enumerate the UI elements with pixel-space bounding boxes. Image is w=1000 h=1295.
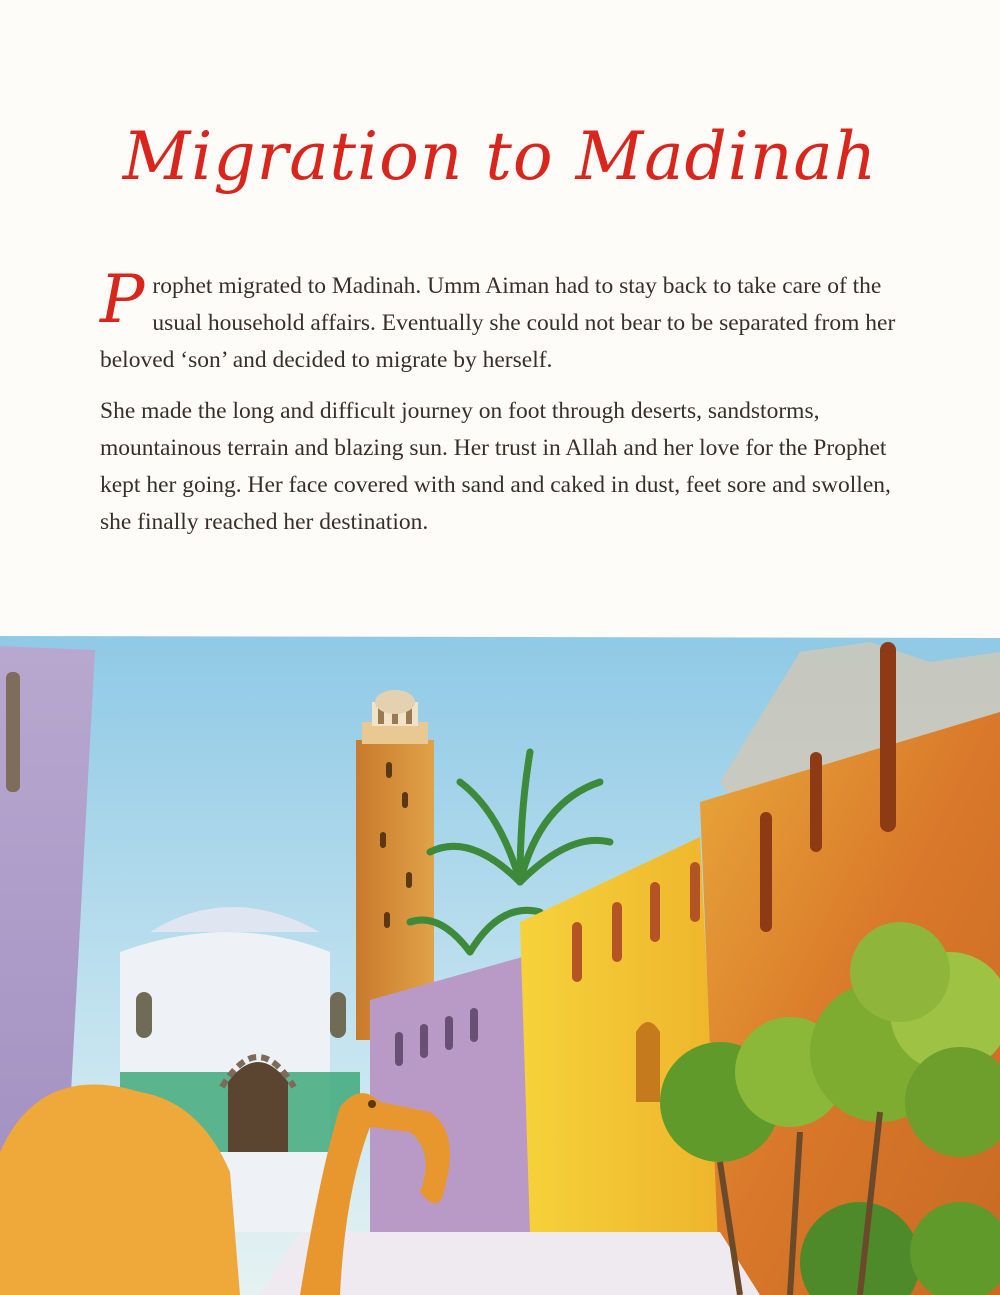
yellow-building-door — [636, 1022, 660, 1102]
drop-cap: P — [100, 261, 145, 338]
paragraph-1-text: rophet migrated to Madinah. Umm Aiman had to stay back to take care of the usual household affairs. Eventually she could not bear to be separated from her beloved ‘son’ and decided to migrate by herself. — [100, 273, 896, 373]
paragraph-1 — [100, 261, 900, 379]
story-text — [100, 261, 900, 555]
left-window — [6, 672, 20, 792]
paragraph-2: She made the long and difficult journey on foot through deserts, sandstorms, mountainous terrain and blazing sun. Her trust in Allah and her love for the Prophet kept her going. Her face covered with sand and caked in dust, feet sore and swollen, she finally reached her destination. — [100, 398, 891, 535]
page-title: Migration to Madinah — [122, 118, 878, 195]
madinah-street-illustration — [0, 632, 1000, 1295]
